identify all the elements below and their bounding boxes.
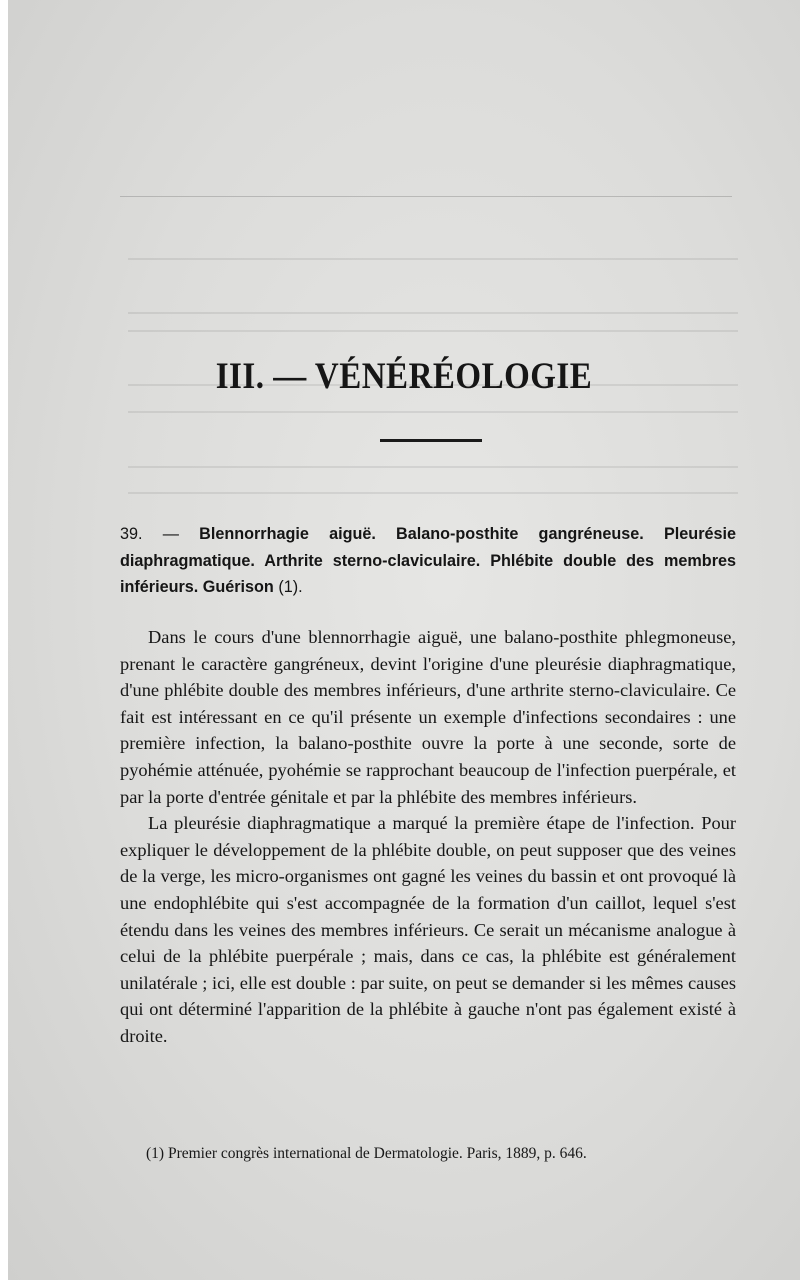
bleed-through-line (128, 492, 738, 494)
paragraph: Dans le cours d'une blennorrhagie aiguë, une balano-posthite phlegmoneuse, prenant le caractère gangréneux, devint l'origine d'une pleurésie diaphragmatique, d'une phlébite double des membres inférieurs, d'une arthrite sterno-claviculaire. Ce fait est intéressant en ce qu'il présente un exemple d'infections secondaires : une première infection, la balano-posthite ouvre la porte à une seconde, sorte de pyohémie atténuée, pyohémie se rapprochant beaucoup de l'infection puerpérale, et par la porte d'entrée génitale et par la phlébite des membres inférieurs. (120, 627, 736, 807)
section-title: III. — VÉNÉRÉOLOGIE (215, 356, 593, 398)
case-number: 39. — (120, 525, 179, 543)
scanned-page (8, 0, 800, 1280)
case-title: Blennorrhagie aiguë. Balano-posthite gangréneuse. Pleurésie diaphragmatique. Arthrite sterno-claviculaire. Phlébite double des membres inférieurs. Guérison (120, 525, 737, 596)
paragraph: La pleurésie diaphragmatique a marqué la première étape de l'infection. Pour expliquer le développement de la phlébite double, on peut supposer que des veines de la verge, les micro-organismes ont gagné les veines du bassin et ont provoqué là une endophlébite qui s'est accompagnée de la formation d'un caillot, lequel s'est étendu dans les veines des membres inférieurs. Ce serait un mécanisme analogue à celui de la phlébite puerpérale ; mais, dans ce cas, la phlébite est généralement unilatérale ; ici, elle est double : par suite, on peut se demander si les mêmes causes qui ont déterminé l'apparition de la phlébite à gauche n'ont pas également existé à droite. (120, 813, 736, 1046)
footnote: (1) Premier congrès international de Dermatologie. Paris, 1889, p. 646. (146, 1145, 587, 1162)
case-heading (120, 521, 736, 601)
footnote-reference: (1). (278, 578, 303, 596)
bleed-through-line (128, 466, 738, 468)
header-rule (120, 196, 732, 197)
bleed-through-line (128, 312, 738, 314)
body-text (120, 624, 736, 1050)
bleed-through-line (128, 258, 738, 260)
title-divider (380, 439, 482, 442)
bleed-through-line (128, 411, 738, 413)
bleed-through-line (128, 330, 738, 332)
